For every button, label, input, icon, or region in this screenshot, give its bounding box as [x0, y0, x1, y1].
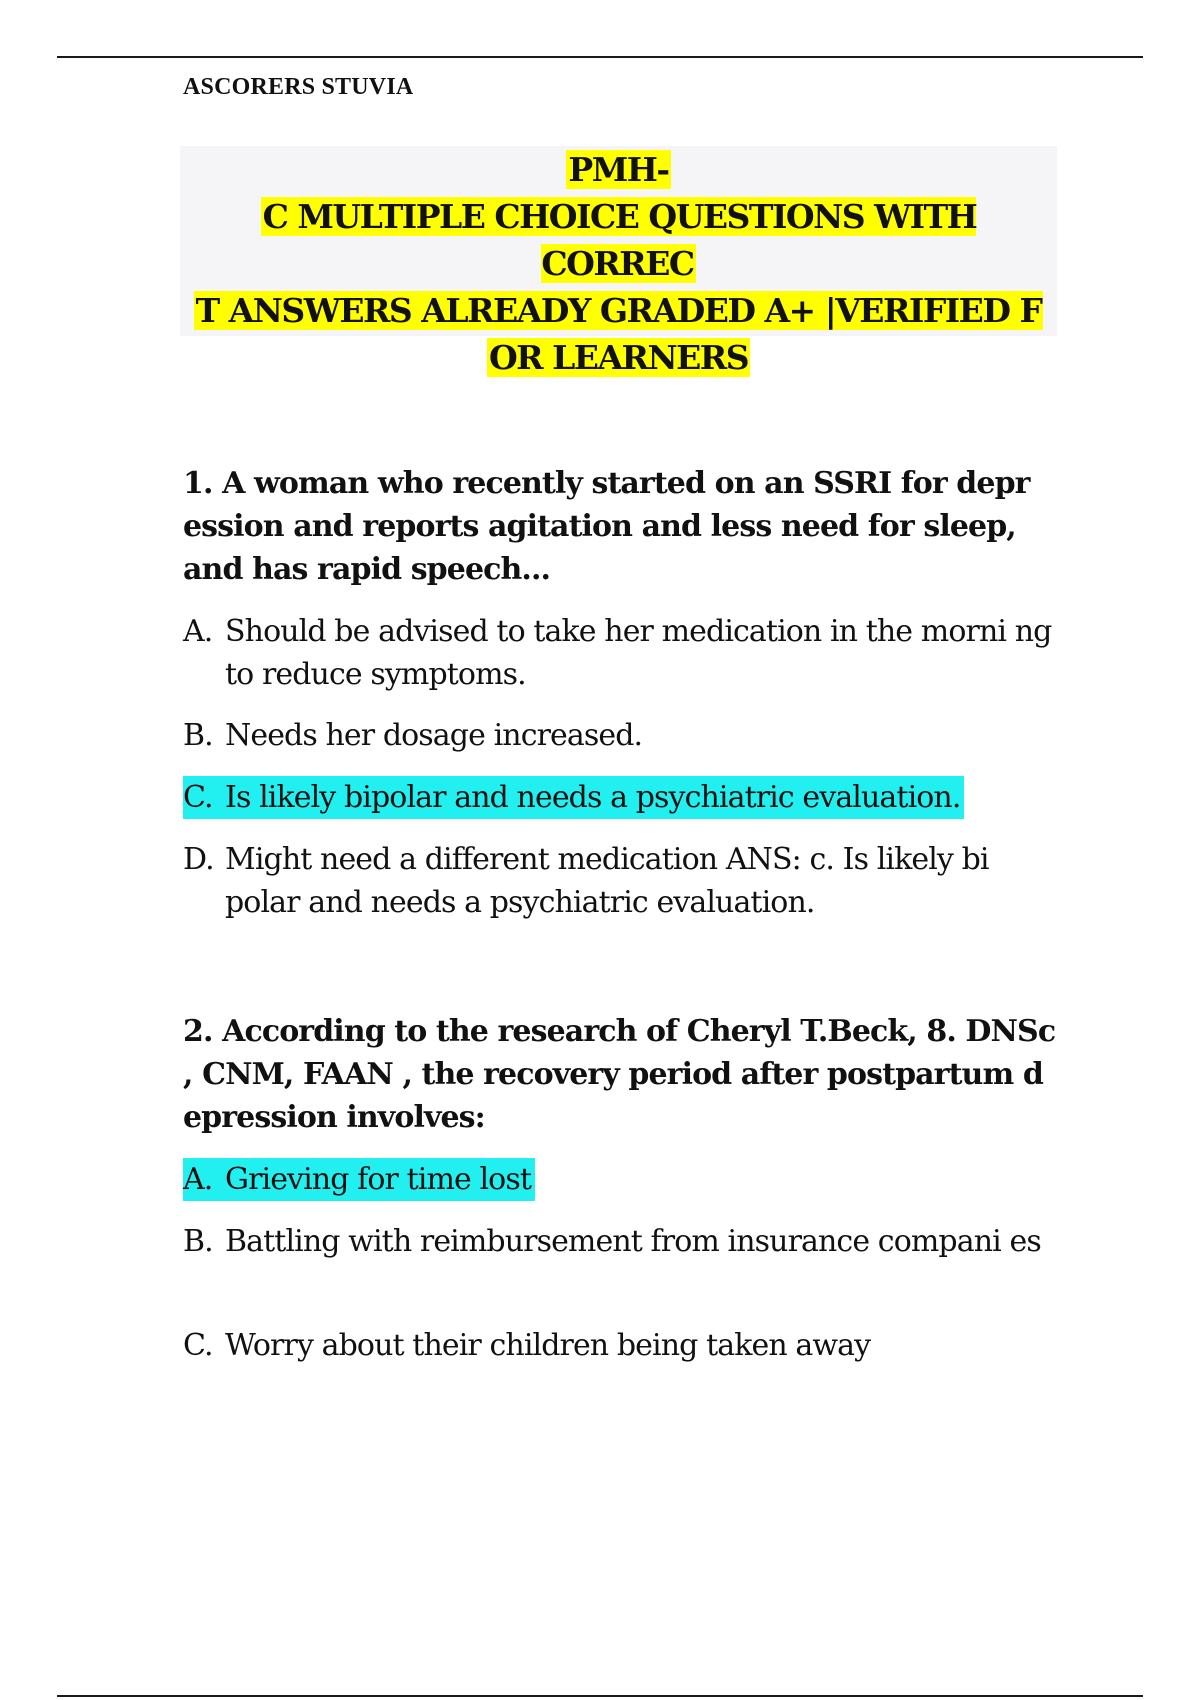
option-letter: C.	[183, 780, 213, 815]
question-1-option-d	[183, 838, 1063, 924]
title-line-1: PMH-	[568, 150, 669, 189]
question-text: According to the research of Cheryl T.Beck, 8. DNSc , CNM, FAAN , the recovery period after postpartum d epression involves:	[183, 1014, 1056, 1135]
question-2	[183, 1010, 1063, 1139]
option-text: Worry about their children being taken away	[225, 1328, 871, 1363]
option-letter: C.	[183, 1328, 213, 1363]
option-letter: A.	[183, 614, 213, 649]
question-2-option-a-correct	[183, 1158, 535, 1201]
question-number: 1.	[183, 466, 213, 501]
option-text: Is likely bipolar and needs a psychiatric evaluation.	[225, 780, 961, 815]
top-rule	[57, 56, 1143, 58]
option-letter: D.	[183, 842, 214, 877]
option-text: Might need a different medication ANS: c. Is likely bi polar and needs a psychiatric evaluation.	[225, 842, 989, 920]
document-title	[180, 146, 1057, 377]
question-1	[183, 462, 1063, 591]
header-label: ASCORERS STUVIA	[183, 74, 414, 100]
option-text: Battling with reimbursement from insurance compani es	[225, 1224, 1041, 1259]
title-line-4: OR LEARNERS	[488, 338, 749, 377]
question-2-option-c	[183, 1324, 1063, 1367]
question-1-option-c-correct	[183, 776, 964, 819]
option-letter: B.	[183, 718, 213, 753]
option-text: Grieving for time lost	[225, 1162, 531, 1197]
option-text: Should be advised to take her medication in the morni ng to reduce symptoms.	[225, 614, 1052, 692]
bottom-rule	[57, 1695, 1143, 1697]
option-letter: B.	[183, 1224, 213, 1259]
question-1-option-a	[183, 610, 1063, 696]
option-letter: A.	[183, 1162, 213, 1197]
question-1-option-b	[183, 714, 1063, 757]
title-line-2: C MULTIPLE CHOICE QUESTIONS WITH CORREC	[262, 197, 977, 283]
question-number: 2.	[183, 1014, 213, 1049]
option-text: Needs her dosage increased.	[225, 718, 643, 753]
question-text: A woman who recently started on an SSRI for depr ession and reports agitation and less need for sleep, and has rapid speech...	[183, 466, 1030, 587]
title-line-3: T ANSWERS ALREADY GRADED A+ |VERIFIED F	[195, 291, 1042, 330]
question-2-option-b	[183, 1220, 1063, 1263]
